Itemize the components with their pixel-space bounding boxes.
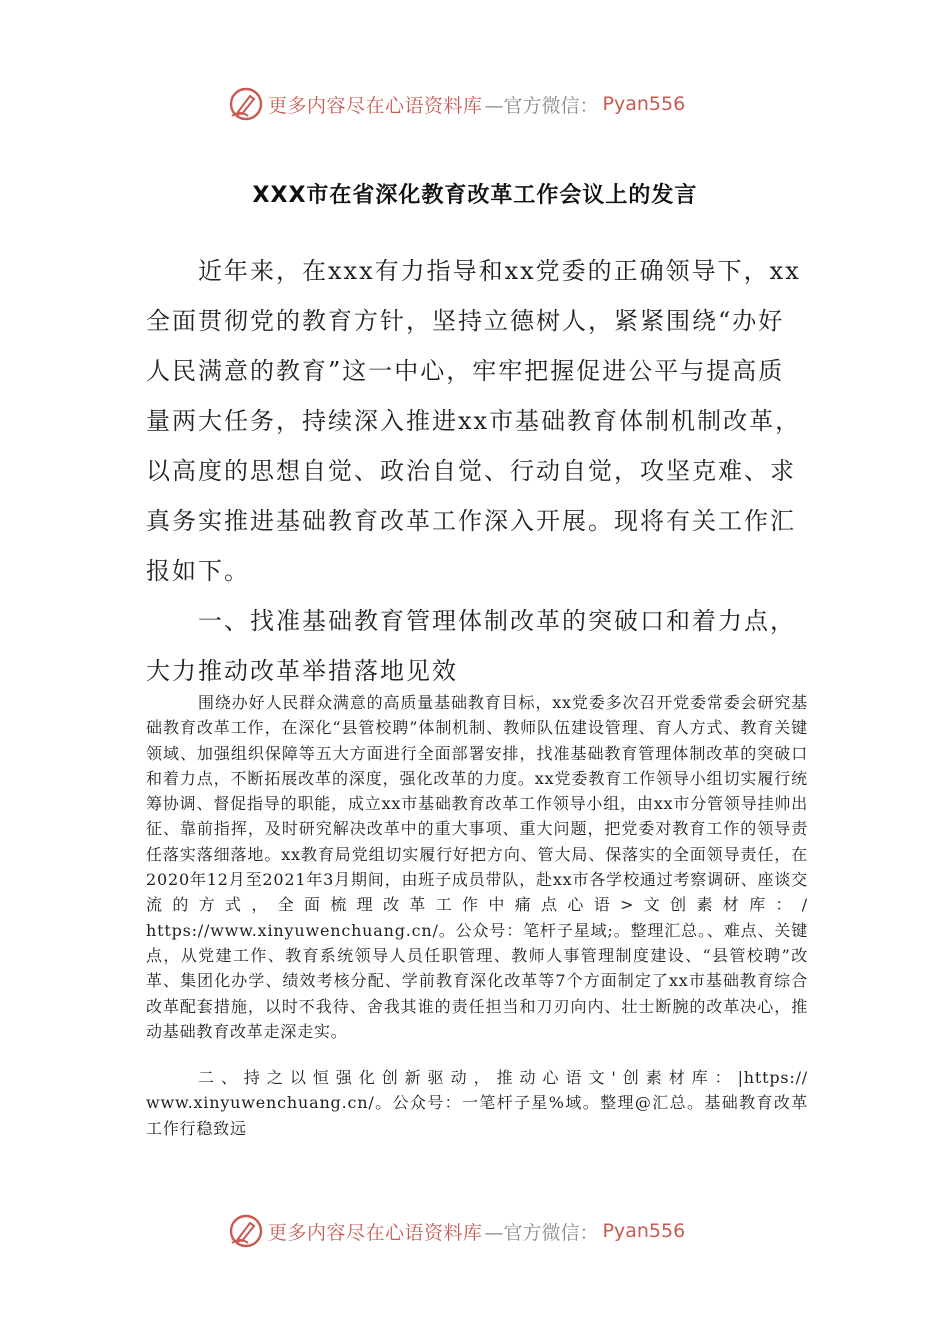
section1-heading: 一、找准基础教育管理体制改革的突破口和着力点，大力推动改革举措落地见效: [146, 607, 796, 685]
footer-banner-handle: Pyan556: [602, 1220, 686, 1242]
intro-paragraph: 近年来，在xxx有力指导和xx党委的正确领导下，xx全面贯彻党的教育方针，坚持立德树人，紧紧围绕“办好人民满意的教育”这一中心，牢牢把握促进公平与提高质量两大任务，持续深入推进xx市基础教育体制机制改革，以高度的思想自觉、政治自觉、行动自觉，攻坚克难、求真务实推进基础教育改革工作深入开展。现将有关工作汇报如下。: [146, 257, 802, 585]
header-banner-dash: —官方微信：: [484, 94, 599, 117]
header-banner-handle: Pyan556: [602, 93, 686, 115]
document-title: XXX市在省深化教育改革工作会议上的发言: [252, 183, 698, 208]
header-banner: [228, 84, 748, 124]
pen-circle-logo-icon: [228, 86, 264, 122]
header-banner-text: 更多内容尽在心语资料库: [268, 94, 483, 117]
section1-body: 围绕办好人民群众满意的高质量基础教育目标，xx党委多次召开党委常委会研究基础教育改革工作，在深化“县管校聘”体制机制、教师队伍建设管理、育人方式、教育关键领域、加强组织保障等五大方面进行全面部署安排，找准基础教育管理体制改革的突破口和着力点，不断拓展改革的深度，强化改革的力度。xx党委教育工作领导小组切实履行统筹协调、督促指导的职能，成立xx市基础教育改革工作领导小组，由xx市分管领导挂帅出征、靠前指挥，及时研究解决改革中的重大事项、重大问题，把党委对教育工作的领导责任落实落细落地。xx教育局党组切实履行好把方向、管大局、保落实的全面领导责任，在2020年12月至2021年3月期间，由班子成员带队，赴xx市各学校通过考察调研、座谈交流的方式，全面梳理改革工作中痛点心语>文创素材库：/ https://www.xinyuwenchuang.cn/。公众号：笔杆子星域;。整理汇总。、难点、关键点，从党建工作、教育系统领导人员任职管理、教师人事管理制度建设、“县管校聘”改革、集团化办学、绩效考核分配、学前教育深化改革等7个方面制定了xx市基础教育综合改革配套措施，以时不我待、舍我其谁的责任担当和刀刃向内、壮士断腕的改革决心，推动基础教育改革走深走实。: [146, 693, 808, 1041]
pen-circle-logo-icon: [228, 1213, 264, 1249]
footer-banner-text: 更多内容尽在心语资料库: [268, 1221, 483, 1244]
footer-banner: [228, 1211, 748, 1251]
section2-paragraph: 二、持之以恒强化创新驱动，推动心语文'创素材库：|https:// www.xinyuwenchuang.cn/。公众号：一笔杆子星%域。整理@汇总。基础教育改革工作行稳致远: [146, 1068, 808, 1138]
footer-banner-dash: —官方微信：: [484, 1221, 599, 1244]
